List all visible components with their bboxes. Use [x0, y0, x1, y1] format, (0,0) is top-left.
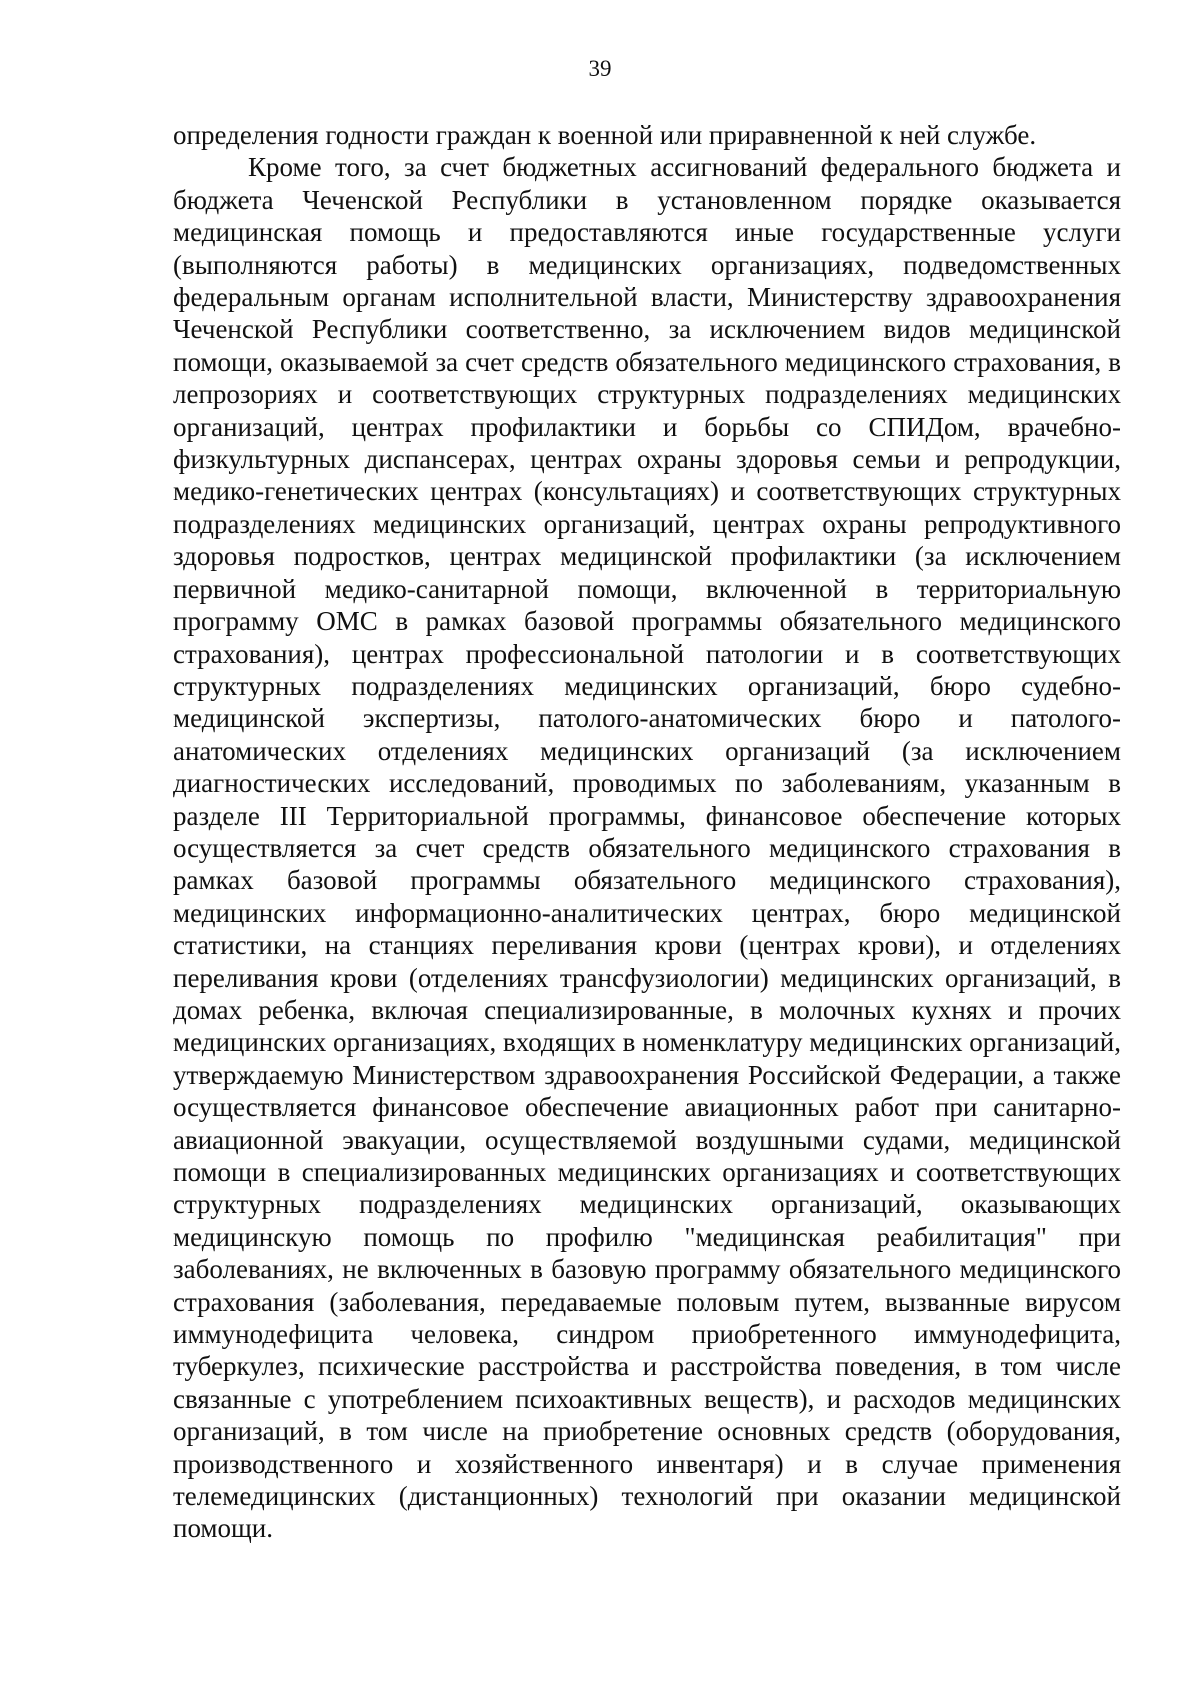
document-body [173, 119, 1121, 1545]
paragraph-funding: Кроме того, за счет бюджетных ассигнований федерального бюджета и бюджета Чеченской Республики в установленном порядке оказывается медицинская помощь и предоставляются иные государственные услуги (выполняются работы) в медицинских организациях, подведомственных федеральным органам исполнительной власти, Министерству здравоохранения Чеченской Республики соответственно, за исключением видов медицинской помощи, оказываемой за счет средств обязательного медицинского страхования, в лепрозориях и соответствующих структурных подразделениях медицинских организаций, центрах профилактики и борьбы со СПИДом, врачебно-физкультурных диспансерах, центрах охраны здоровья семьи и репродукции, медико-генетических центрах (консультациях) и соответствующих структурных подразделениях медицинских организаций, центрах охраны репродуктивного здоровья подростков, центрах медицинской профилактики (за исключением первичной медико-санитарной помощи, включенной в территориальную программу ОМС в рамках базовой программы обязательного медицинского страхования), центрах профессиональной патологии и в соответствующих структурных подразделениях медицинских организаций, бюро судебно-медицинской экспертизы, патолого-анатомических бюро и патолого-анатомических отделениях медицинских организаций (за исключением диагностических исследований, проводимых по заболеваниям, указанным в разделе III Территориальной программы, финансовое обеспечение которых осуществляется за счет средств обязательного медицинского страхования в рамках базовой программы обязательного медицинского страхования), медицинских информационно-аналитических центрах, бюро медицинской статистики, на станциях переливания крови (центрах крови), и отделениях переливания крови (отделениях трансфузиологии) медицинских организаций, в домах ребенка, включая специализированные, в молочных кухнях и прочих медицинских организациях, входящих в номенклатуру медицинских организаций, утверждаемую Министерством здравоохранения Российской Федерации, а также осуществляется финансовое обеспечение авиационных работ при санитарно-авиационной эвакуации, осуществляемой воздушными судами, медицинской помощи в специализированных медицинских организациях и соответствующих структурных подразделениях медицинских организаций, оказывающих медицинскую помощь по профилю "медицинская реабилитация" при заболеваниях, не включенных в базовую программу обязательного медицинского страхования (заболевания, передаваемые половым путем, вызванные вирусом иммунодефицита человека, синдром приобретенного иммунодефицита, туберкулез, психические расстройства и расстройства поведения, в том числе связанные с употреблением психоактивных веществ), и расходов медицинских организаций, в том числе на приобретение основных средств (оборудования, производственного и хозяйственного инвентаря) и в случае применения телемедицинских (дистанционных) технологий при оказании медицинской помощи. [173, 152, 1121, 1544]
paragraph-continuation: определения годности граждан к военной или приравненной к ней службе. [173, 120, 1037, 150]
page-number: 39 [588, 56, 612, 81]
